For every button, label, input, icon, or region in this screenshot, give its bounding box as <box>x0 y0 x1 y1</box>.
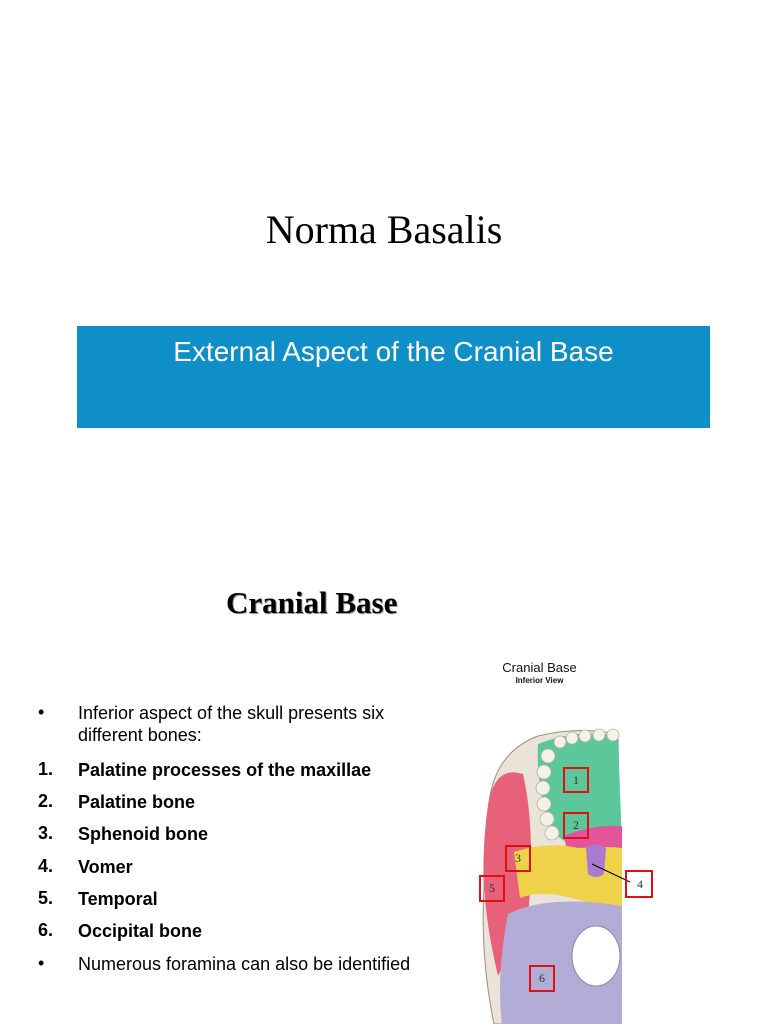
item-number: 1. <box>38 759 54 779</box>
item-number: 6. <box>38 920 54 940</box>
bullet: • <box>38 702 45 722</box>
section-title: Cranial Base <box>226 585 398 620</box>
item-text: Palatine bone <box>78 792 196 812</box>
vomer-region <box>586 845 606 878</box>
skull-illustration <box>468 656 660 1024</box>
label-2: 2 <box>573 818 579 832</box>
item-number: 3. <box>38 823 54 843</box>
label-6: 6 <box>539 971 545 985</box>
label-5: 5 <box>489 881 495 895</box>
item-text: Sphenoid bone <box>78 824 208 844</box>
banner <box>77 326 710 428</box>
label-4: 4 <box>637 877 643 891</box>
label-3: 3 <box>515 851 521 865</box>
bullet: • <box>38 953 45 973</box>
item-text: Occipital bone <box>78 921 203 941</box>
figure-subtitle: Inferior View <box>515 676 564 685</box>
banner-text: External Aspect of the Cranial Base <box>173 336 614 367</box>
item-number: 4. <box>38 856 54 876</box>
item-number: 5. <box>38 888 54 908</box>
item-text: Temporal <box>78 889 158 909</box>
outro-text: Numerous foramina can also be identified <box>78 954 411 974</box>
item-text: Palatine processes of the maxillae <box>78 760 372 780</box>
foramen-magnum <box>572 926 620 986</box>
item-text: Vomer <box>78 857 133 877</box>
figure-title: Cranial Base <box>502 660 577 675</box>
item-number: 2. <box>38 791 54 811</box>
slide-title: Norma Basalis <box>265 207 503 252</box>
cranial-base-figure <box>468 656 660 1024</box>
label-1: 1 <box>573 773 579 787</box>
intro-text: Inferior aspect of the skull presents six different bones: <box>78 703 385 745</box>
